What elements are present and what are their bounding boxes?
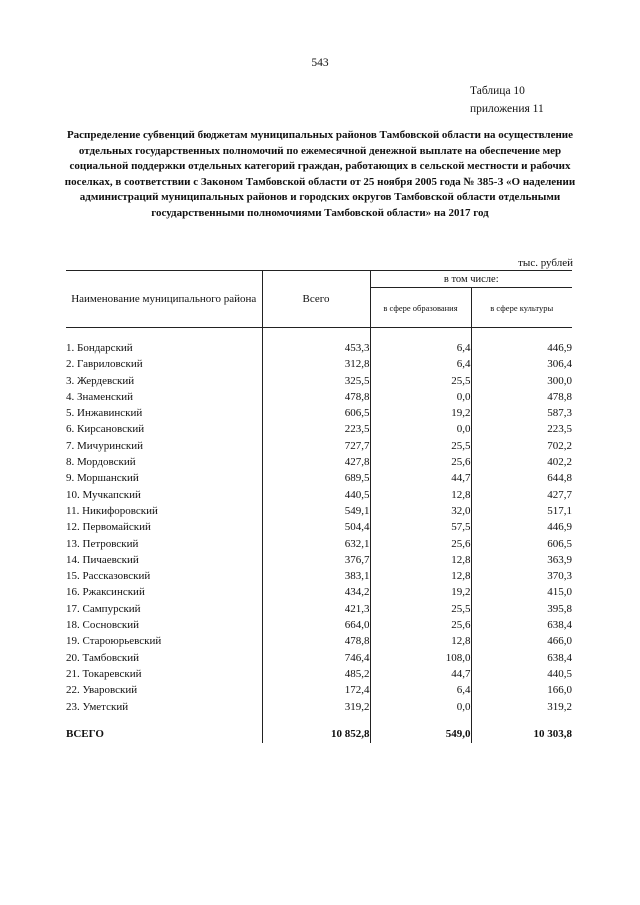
culture-value: 319,2 xyxy=(471,699,572,715)
education-value: 25,5 xyxy=(370,373,471,389)
appendix-label: приложения 11 xyxy=(470,103,544,115)
culture-value: 306,4 xyxy=(471,356,572,372)
table-row xyxy=(66,405,572,421)
culture-value: 300,0 xyxy=(471,373,572,389)
culture-value: 587,3 xyxy=(471,405,572,421)
culture-value: 638,4 xyxy=(471,650,572,666)
education-value: 12,8 xyxy=(370,487,471,503)
education-value: 25,5 xyxy=(370,438,471,454)
culture-value: 402,2 xyxy=(471,454,572,470)
table-row xyxy=(66,389,572,405)
district-name: 6. Кирсановский xyxy=(66,423,145,436)
table-row xyxy=(66,682,572,698)
education-value: 12,8 xyxy=(370,552,471,568)
culture-value: 370,3 xyxy=(471,568,572,584)
spacer-cell xyxy=(66,715,262,725)
education-value: 6,4 xyxy=(370,682,471,698)
district-name: 5. Инжавинский xyxy=(66,407,143,420)
district-name: 21. Токаревский xyxy=(66,667,142,680)
district-name: 22. Уваровский xyxy=(66,684,138,697)
subsidy-table xyxy=(66,270,572,743)
district-name: 16. Ржаксинский xyxy=(66,586,145,599)
totals-education: 549,0 xyxy=(370,725,471,743)
table-row xyxy=(66,650,572,666)
total-value: 383,1 xyxy=(262,568,370,584)
table-row xyxy=(66,601,572,617)
table-row xyxy=(66,519,572,535)
total-value: 606,5 xyxy=(262,405,370,421)
education-value: 12,8 xyxy=(370,633,471,649)
education-value: 0,0 xyxy=(370,699,471,715)
table-label: Таблица 10 xyxy=(470,85,525,97)
total-value: 504,4 xyxy=(262,519,370,535)
total-value: 746,4 xyxy=(262,650,370,666)
district-name: 7. Мичуринский xyxy=(66,439,143,452)
education-value: 44,7 xyxy=(370,666,471,682)
culture-value: 395,8 xyxy=(471,601,572,617)
total-value: 689,5 xyxy=(262,470,370,486)
education-value: 6,4 xyxy=(370,328,471,357)
district-name: 12. Первомайский xyxy=(66,521,151,534)
total-value: 325,5 xyxy=(262,373,370,389)
education-value: 57,5 xyxy=(370,519,471,535)
culture-value: 415,0 xyxy=(471,584,572,600)
education-value: 6,4 xyxy=(370,356,471,372)
culture-value: 644,8 xyxy=(471,470,572,486)
table-row xyxy=(66,584,572,600)
total-value: 453,3 xyxy=(262,328,370,357)
district-name: 1. Бондарский xyxy=(66,342,133,354)
district-name: 9. Моршанский xyxy=(66,472,139,485)
education-value: 25,6 xyxy=(370,536,471,552)
total-value: 632,1 xyxy=(262,536,370,552)
table-row xyxy=(66,470,572,486)
education-value: 25,5 xyxy=(370,601,471,617)
culture-value: 223,5 xyxy=(471,421,572,437)
total-value: 223,5 xyxy=(262,421,370,437)
education-value: 44,7 xyxy=(370,470,471,486)
culture-value: 466,0 xyxy=(471,633,572,649)
totals-total: 10 852,8 xyxy=(262,725,370,743)
culture-value: 446,9 xyxy=(471,519,572,535)
district-name: 14. Пичаевский xyxy=(66,553,139,566)
education-value: 12,8 xyxy=(370,568,471,584)
header-including: в том числе: xyxy=(370,271,572,288)
education-value: 19,2 xyxy=(370,405,471,421)
total-value: 478,8 xyxy=(262,633,370,649)
culture-value: 440,5 xyxy=(471,666,572,682)
header-culture: в сфере культуры xyxy=(471,288,572,328)
district-name: 11. Никифоровский xyxy=(66,504,158,517)
district-name: 13. Петровский xyxy=(66,537,139,550)
table-row xyxy=(66,633,572,649)
table-body xyxy=(66,328,572,743)
header-education: в сфере образования xyxy=(370,288,471,328)
table-row xyxy=(66,438,572,454)
culture-value: 638,4 xyxy=(471,617,572,633)
total-value: 172,4 xyxy=(262,682,370,698)
district-name: 4. Знаменский xyxy=(66,390,134,403)
education-value: 0,0 xyxy=(370,389,471,405)
spacer-cell xyxy=(262,715,370,725)
culture-value: 427,7 xyxy=(471,487,572,503)
district-name: 18. Сосновский xyxy=(66,619,140,632)
table-row xyxy=(66,568,572,584)
education-value: 0,0 xyxy=(370,421,471,437)
totals-row xyxy=(66,725,572,743)
table-row xyxy=(66,536,572,552)
total-value: 549,1 xyxy=(262,503,370,519)
spacer-cell xyxy=(471,715,572,725)
totals-culture: 10 303,8 xyxy=(471,725,572,743)
total-value: 478,8 xyxy=(262,389,370,405)
total-value: 485,2 xyxy=(262,666,370,682)
table-row xyxy=(66,699,572,715)
document-title: Распределение субвенций бюджетам муниципальных районов Тамбовской области на осуществление отдельных государственных полномочий по ежемесячной денежной выплате на обеспечение мер социальной поддержки отдельных категорий граждан, работающих в сельской местности и рабочих поселках, в соответствии с Законом Тамбовской области от 25 ноября 2005 года № 385-З «О наделении администраций муниципальных районов и городских округов Тамбовской области отдельными государственными полномочиями Тамбовской области» на 2017 год xyxy=(64,129,576,219)
education-value: 108,0 xyxy=(370,650,471,666)
education-value: 25,6 xyxy=(370,617,471,633)
district-name: 19. Староюрьевский xyxy=(66,635,162,648)
culture-value: 446,9 xyxy=(471,328,572,357)
district-name: 10. Мучкапский xyxy=(66,488,141,501)
spacer-cell xyxy=(370,715,471,725)
district-name: 2. Гавриловский xyxy=(66,358,143,371)
header-name: Наименование муниципального района xyxy=(66,271,262,328)
table-row xyxy=(66,356,572,372)
culture-value: 478,8 xyxy=(471,389,572,405)
table-row xyxy=(66,373,572,389)
table-row xyxy=(66,503,572,519)
culture-value: 166,0 xyxy=(471,682,572,698)
table-row xyxy=(66,552,572,568)
totals-label: ВСЕГО xyxy=(66,727,104,740)
spacer-row xyxy=(66,715,572,725)
table-row xyxy=(66,421,572,437)
table-row xyxy=(66,487,572,503)
table-row xyxy=(66,666,572,682)
total-value: 664,0 xyxy=(262,617,370,633)
district-name: 15. Рассказовский xyxy=(66,570,151,583)
culture-value: 363,9 xyxy=(471,552,572,568)
education-value: 32,0 xyxy=(370,503,471,519)
culture-value: 702,2 xyxy=(471,438,572,454)
table-row xyxy=(66,617,572,633)
total-value: 440,5 xyxy=(262,487,370,503)
district-name: 17. Сампурский xyxy=(66,602,141,615)
total-value: 727,7 xyxy=(262,438,370,454)
total-value: 427,8 xyxy=(262,454,370,470)
page-number: 543 xyxy=(311,57,329,69)
total-value: 376,7 xyxy=(262,552,370,568)
total-value: 421,3 xyxy=(262,601,370,617)
district-name: 3. Жердевский xyxy=(66,374,135,387)
units-label: тыс. рублей xyxy=(518,257,573,269)
district-name: 20. Тамбовский xyxy=(66,651,140,664)
education-value: 25,6 xyxy=(370,454,471,470)
table-annex-label xyxy=(470,82,544,118)
culture-value: 606,5 xyxy=(471,536,572,552)
header-total: Всего xyxy=(262,271,370,328)
culture-value: 517,1 xyxy=(471,503,572,519)
table-row xyxy=(66,454,572,470)
total-value: 312,8 xyxy=(262,356,370,372)
district-name: 23. Уметский xyxy=(66,700,129,713)
education-value: 19,2 xyxy=(370,584,471,600)
table-row xyxy=(66,328,572,357)
total-value: 319,2 xyxy=(262,699,370,715)
total-value: 434,2 xyxy=(262,584,370,600)
district-name: 8. Мордовский xyxy=(66,456,136,469)
